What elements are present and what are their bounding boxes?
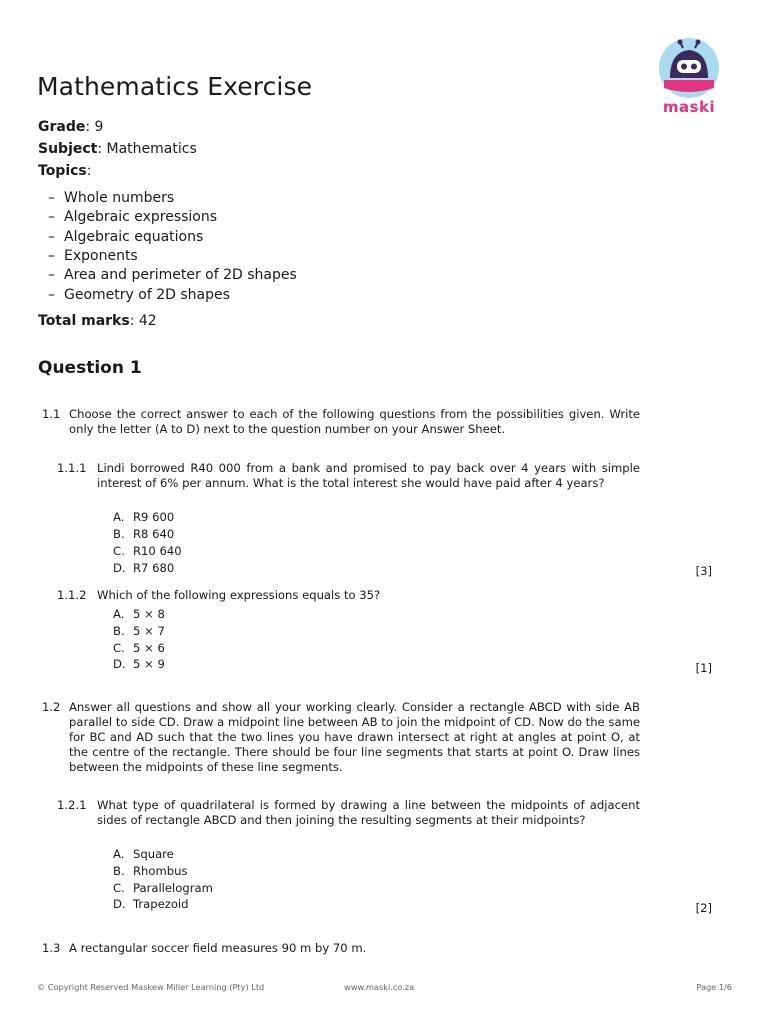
footer-copyright: © Copyright Reserved Maskew Miller Learning (Pty) Ltd: [37, 982, 265, 992]
question-heading: Question 1: [38, 358, 142, 378]
question-number: 1.3: [42, 941, 61, 955]
answer-option: C. 5 × 6: [113, 641, 165, 655]
topic-item: – Algebraic expressions: [48, 209, 218, 225]
footer-url[interactable]: www.maski.co.za: [344, 982, 415, 992]
answer-option: D. R7 680: [113, 561, 175, 575]
footer-page-number: Page 1/6: [696, 982, 732, 992]
question-text: A rectangular soccer field measures 90 m by 70 m.: [69, 941, 367, 955]
question-number: 1.1: [42, 407, 61, 421]
subquestion-text: Lindi borrowed R40 000 from a bank and promised to pay back over 4 years with simple interest of 6% per annum. What is the total interest she would have paid after 4 years?: [97, 461, 640, 490]
grade-value: : 9: [85, 119, 104, 135]
subject-line: [38, 141, 197, 157]
logo-text: maski: [662, 98, 716, 116]
page-title: Mathematics Exercise: [37, 72, 313, 101]
topic-item: – Algebraic equations: [48, 229, 204, 245]
topics-label: Topics: [38, 163, 87, 179]
answer-option: C. R10 640: [113, 544, 182, 558]
answer-option: D. Trapezoid: [113, 897, 189, 911]
marks-badge: [3]: [695, 564, 712, 578]
marks-badge: [2]: [695, 901, 712, 915]
maski-logo: [656, 38, 722, 118]
topic-item: – Area and perimeter of 2D shapes: [48, 267, 297, 283]
answer-option: B. 5 × 7: [113, 624, 165, 638]
topics-colon: :: [86, 163, 92, 179]
question-number: 1.2: [42, 700, 61, 714]
total-marks-value: : 42: [129, 313, 157, 329]
subquestion-number: 1.1.1: [57, 461, 87, 475]
question-text: Answer all questions and show all your working clearly. Consider a rectangle ABCD with side AB parallel to side CD. Draw a midpoint line between AB to join the midpoint of CD. Now do the same for BC and AD such that the two lines you have drawn intersect at right at angles at point O, at the centre of the rectangle. There should be four line segments that starts at point O. Draw lines between the midpoints of these line segments.: [69, 700, 640, 774]
marks-badge: [1]: [695, 661, 712, 675]
topic-item: – Exponents: [48, 248, 138, 264]
answer-option: B. Rhombus: [113, 864, 188, 878]
question-text: Choose the correct answer to each of the following questions from the possibilities given. Write only the letter (A to D) next to the question number on your Answer Sheet.: [69, 407, 640, 436]
grade-label: Grade: [38, 119, 86, 135]
topic-item: – Whole numbers: [48, 190, 175, 206]
answer-option: A. 5 × 8: [113, 607, 165, 621]
subquestion-text: What type of quadrilateral is formed by drawing a line between the midpoints of adjacent sides of rectangle ABCD and then joining the resulting segments at their midpoints?: [97, 798, 640, 827]
subquestion-number: 1.1.2: [57, 588, 87, 602]
grade-line: [38, 119, 103, 135]
subject-value: : Mathematics: [97, 141, 197, 157]
answer-option: C. Parallelogram: [113, 881, 213, 895]
answer-option: D. 5 × 9: [113, 657, 165, 671]
subquestion-number: 1.2.1: [57, 798, 87, 812]
answer-option: A. R9 600: [113, 510, 175, 524]
total-marks-label: Total marks: [38, 313, 130, 329]
total-marks-line: [38, 313, 157, 329]
topics-line: [38, 163, 91, 179]
topic-item: – Geometry of 2D shapes: [48, 287, 230, 303]
subquestion-text: Which of the following expressions equals to 35?: [97, 588, 381, 602]
answer-option: A. Square: [113, 847, 174, 861]
answer-option: B. R8 640: [113, 527, 175, 541]
subject-label: Subject: [38, 141, 98, 157]
